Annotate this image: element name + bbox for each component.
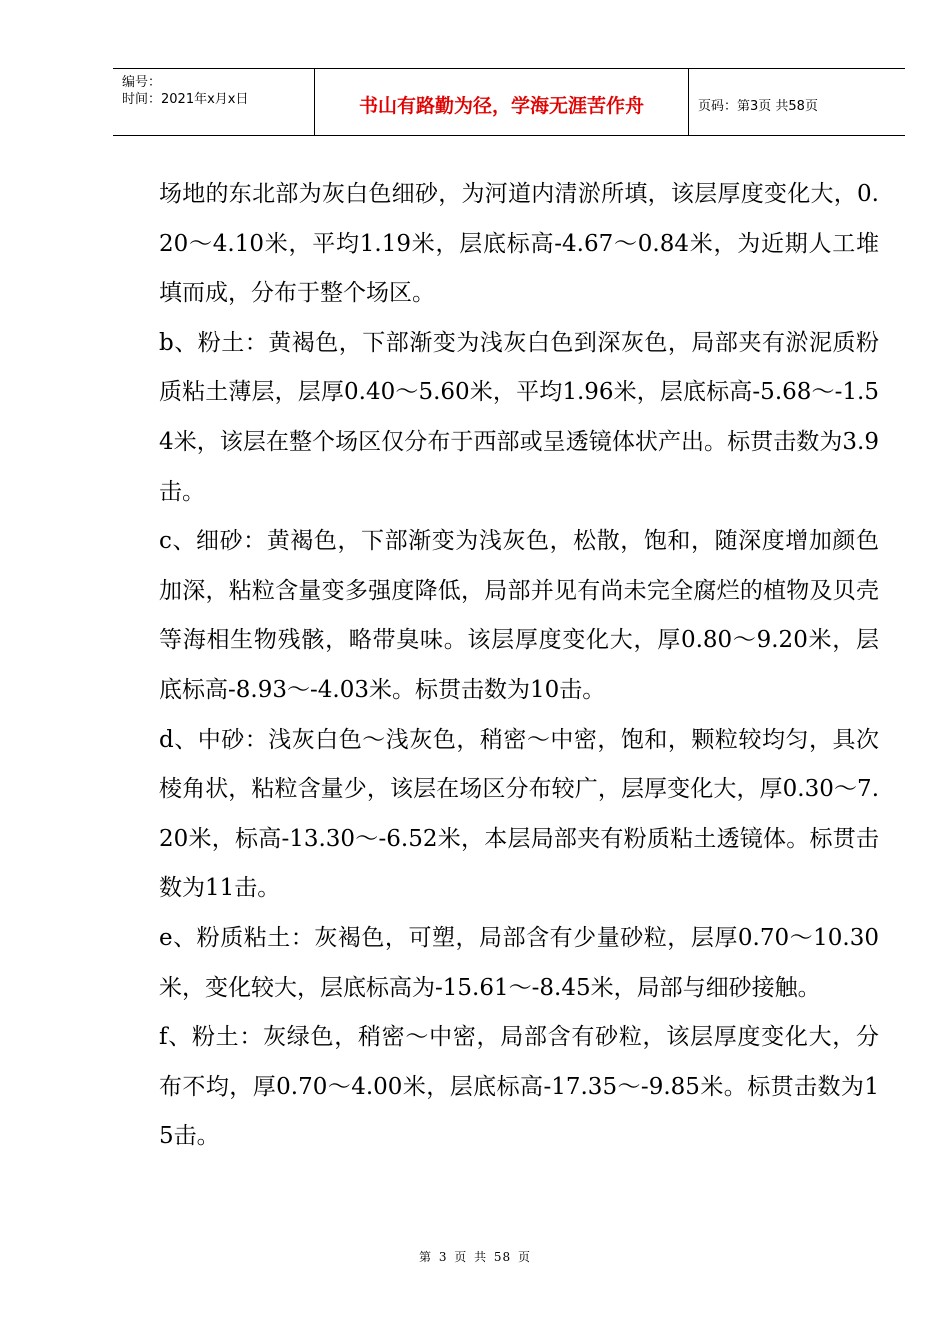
page-footer [0, 1248, 950, 1265]
header-page-info: 页码：第3页 共58页 [698, 98, 818, 114]
footer-page-number: 第 3 页 共 58 页 [419, 1250, 531, 1264]
paragraph: d、中砂：浅灰白色～浅灰色，稍密～中密，饱和，颗粒较均匀，具次棱角状，粘粒含量少，该层在场区分布较广，层厚变化大，厚0.30～7.20米，标高-13.30～-6.52米，本层局部夹有粉质粘土透镜体。标贯击数为11击。 [159, 726, 879, 902]
paragraph: b、粉土：黄褐色，下部渐变为浅灰白色到深灰色，局部夹有淤泥质粉质粘土薄层，层厚0.40～5.60米，平均1.96米，层底标高-5.68～-1.54米，该层在整个场区仅分布于西部或呈透镜体状产出。标贯击数为3.9击。 [159, 329, 879, 505]
page-header [113, 68, 905, 136]
paragraph: c、细砂：黄褐色，下部渐变为浅灰色，松散，饱和，随深度增加颜色加深，粘粒含量变多强度降低，局部并见有尚未完全腐烂的植物及贝壳等海相生物残骸，略带臭味。该层厚度变化大，厚0.80～9.20米，层底标高-8.93～-4.03米。标贯击数为10击。 [159, 528, 879, 703]
header-meta-cell [113, 69, 315, 135]
serial-label: 编号： [122, 75, 162, 90]
time-label: 时间：2021年x月x日 [122, 92, 249, 107]
paragraph: 场地的东北部为灰白色细砂，为河道内清淤所填，该层厚度变化大，0.20～4.10米，平均1.19米，层底标高-4.67～0.84米，为近期人工堆填而成，分布于整个场区。 [159, 181, 879, 307]
paragraph: f、粉土：灰绿色，稍密～中密，局部含有砂粒，该层厚度变化大，分布不均，厚0.70～4.00米，层底标高-17.35～-9.85米。标贯击数为15击。 [159, 1024, 879, 1150]
motto-text: 书山有路勤为径，学海无涯苦作舟 [358, 94, 644, 117]
paragraph: e、粉质粘土：灰褐色，可塑，局部含有少量砂粒，层厚0.70～10.30米，变化较大，层底标高为-15.61～-8.45米，局部与细砂接触。 [159, 924, 879, 1001]
document-body [159, 170, 879, 1162]
header-page-cell [689, 69, 905, 135]
header-motto-cell [315, 69, 689, 135]
